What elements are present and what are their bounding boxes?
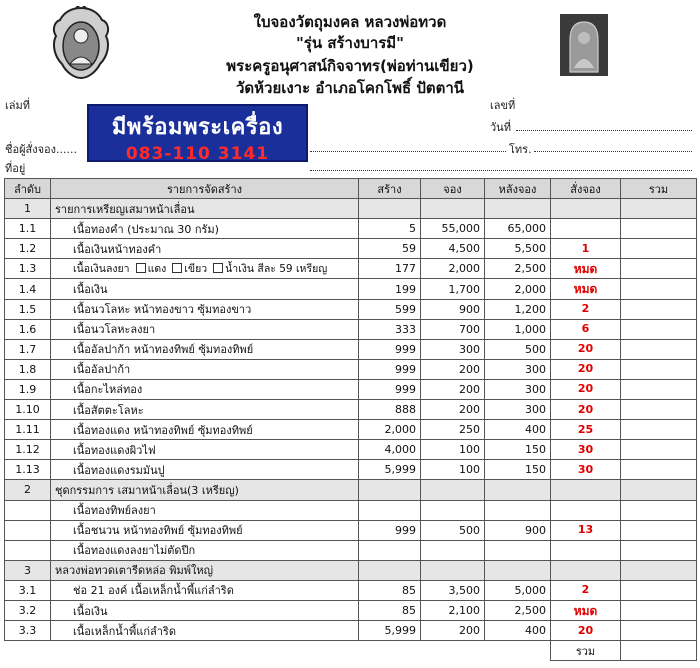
book-no-label: เล่มที่ — [5, 99, 31, 112]
row-made: 999 — [359, 520, 421, 540]
row-reserve: 3,500 — [421, 580, 485, 600]
row-order[interactable]: หมด — [551, 600, 621, 620]
row-total[interactable] — [621, 580, 697, 600]
row-item: เนื้ออัลปาก้า หน้าทองทิพย์ ซุ้มทองทิพย์ — [51, 339, 359, 359]
row-no: 1.11 — [5, 420, 51, 440]
row-made: 999 — [359, 339, 421, 359]
row-made: 2,000 — [359, 420, 421, 440]
row-made: 85 — [359, 600, 421, 620]
row-after: 300 — [485, 379, 551, 399]
section-title: หลวงพ่อทวดเตารีดหล่อ พิมพ์ใหญ่ — [51, 560, 359, 580]
row-after: 1,200 — [485, 299, 551, 319]
row-item: เนื้อเงิน — [51, 279, 359, 299]
row-reserve: 1,700 — [421, 279, 485, 299]
col-header-made: สร้าง — [359, 179, 421, 199]
col-header-reserve: จอง — [421, 179, 485, 199]
table-row — [5, 580, 697, 600]
row-made: 59 — [359, 239, 421, 259]
row-reserve: 200 — [421, 400, 485, 420]
table-row — [5, 440, 697, 460]
row-item: เนื้อเหล็กน้ำพี้แก่ลำริด — [51, 621, 359, 641]
row-order[interactable]: 30 — [551, 440, 621, 460]
row-reserve: 100 — [421, 440, 485, 460]
row-made: 999 — [359, 359, 421, 379]
table-row — [5, 621, 697, 641]
col-header-total: รวม — [621, 179, 697, 199]
row-total[interactable] — [621, 500, 697, 520]
row-order[interactable]: 20 — [551, 379, 621, 399]
row-after: 150 — [485, 460, 551, 480]
phone-field[interactable] — [534, 151, 692, 152]
table-row — [5, 259, 697, 279]
row-after: 2,500 — [485, 600, 551, 620]
row-after: 65,000 — [485, 219, 551, 239]
banner-text: มีพร้อมพระเครื่อง — [111, 115, 284, 140]
col-header-item: รายการจัดสร้าง — [51, 179, 359, 199]
table-row — [5, 319, 697, 339]
row-order[interactable] — [551, 540, 621, 560]
table-row — [5, 339, 697, 359]
table-row — [5, 239, 697, 259]
table-row — [5, 520, 697, 540]
color-option-blue: น้ำเงิน สีละ 59 เหรียญ — [225, 263, 328, 276]
row-order[interactable]: 2 — [551, 299, 621, 319]
order-table — [4, 178, 697, 661]
table-header-row — [5, 179, 697, 199]
row-total[interactable] — [621, 339, 697, 359]
row-item: เนื้อทองแดง หน้าทองทิพย์ ซุ้มทองทิพย์ — [51, 420, 359, 440]
row-reserve: 2,100 — [421, 600, 485, 620]
temple-logo-icon — [50, 6, 112, 80]
row-order[interactable] — [551, 500, 621, 520]
row-order[interactable]: หมด — [551, 259, 621, 279]
row-after: 400 — [485, 621, 551, 641]
row-item: เนื้อสัตตะโลหะ — [51, 400, 359, 420]
row-total[interactable] — [621, 420, 697, 440]
row-made: 4,000 — [359, 440, 421, 460]
row-no: 1.12 — [5, 440, 51, 460]
row-made: 199 — [359, 279, 421, 299]
row-after: 2,000 — [485, 279, 551, 299]
row-item: เนื้อชนวน หน้าทองทิพย์ ซุ้มทองทิพย์ — [51, 520, 359, 540]
row-total[interactable] — [621, 460, 697, 480]
col-header-no: ลำดับ — [5, 179, 51, 199]
row-after: 900 — [485, 520, 551, 540]
date-label: วันที่ — [490, 121, 511, 134]
banner-phone: 083-110 3141 — [125, 144, 270, 164]
section-row — [5, 199, 697, 219]
row-total[interactable] — [621, 359, 697, 379]
row-no: 1.10 — [5, 400, 51, 420]
row-reserve: 200 — [421, 621, 485, 641]
table-row — [5, 420, 697, 440]
row-item: เนื้อเงินหน้าทองคำ — [51, 239, 359, 259]
row-reserve: 55,000 — [421, 219, 485, 239]
grand-total-cell[interactable] — [621, 641, 697, 661]
row-item: เนื้อทองแดงผิวไฟ — [51, 440, 359, 460]
row-made: 333 — [359, 319, 421, 339]
row-order[interactable]: 6 — [551, 319, 621, 339]
row-reserve: 4,500 — [421, 239, 485, 259]
row-item: ช่อ 21 องค์ เนื้อเหล็กน้ำพี้แก่ลำริด — [51, 580, 359, 600]
row-order[interactable]: 30 — [551, 460, 621, 480]
row-item: เนื้อเงิน — [51, 600, 359, 620]
row-made: 5,999 — [359, 621, 421, 641]
row-after: 1,000 — [485, 319, 551, 339]
row-order[interactable]: 20 — [551, 621, 621, 641]
row-no: 1.4 — [5, 279, 51, 299]
title-line-1: ใบจองวัตถุมงคล หลวงพ่อทวด — [253, 13, 447, 31]
row-reserve: 500 — [421, 520, 485, 540]
table-row — [5, 460, 697, 480]
row-after: 500 — [485, 339, 551, 359]
table-row — [5, 279, 697, 299]
row-after: 2,500 — [485, 259, 551, 279]
section-no: 1 — [5, 199, 51, 219]
row-total[interactable] — [621, 279, 697, 299]
row-no: 1.1 — [5, 219, 51, 239]
row-after: 300 — [485, 400, 551, 420]
row-total[interactable] — [621, 319, 697, 339]
row-order[interactable]: 20 — [551, 339, 621, 359]
row-no: 1.2 — [5, 239, 51, 259]
row-item: เนื้อนวโลหะ หน้าทองขาว ซุ้มทองขาว — [51, 299, 359, 319]
row-item: เนื้อทองแดงลงยาไม่ตัดปีก — [51, 540, 359, 560]
title-line-4: วัดห้วยเงาะ อำเภอโคกโพธิ์ ปัตตานี — [235, 79, 465, 97]
table-row — [5, 400, 697, 420]
section-title: ชุดกรรมการ เสมาหน้าเลื่อน(3 เหรียญ) — [51, 480, 359, 500]
row-total[interactable] — [621, 379, 697, 399]
row-reserve: 300 — [421, 339, 485, 359]
date-field[interactable] — [516, 130, 692, 131]
row-item: เนื้อกะไหล่ทอง — [51, 379, 359, 399]
table-row — [5, 359, 697, 379]
row-no: 1.5 — [5, 299, 51, 319]
row-reserve: 900 — [421, 299, 485, 319]
row-total[interactable] — [621, 219, 697, 239]
row-reserve: 200 — [421, 359, 485, 379]
row-after: 300 — [485, 359, 551, 379]
row-total[interactable] — [621, 259, 697, 279]
table-row — [5, 219, 697, 239]
shop-banner — [87, 104, 308, 162]
orderer-name-label: ชื่อผู้สั่งจอง...... — [5, 143, 78, 156]
color-checkbox-red[interactable] — [136, 263, 146, 273]
title-line-2: "รุ่น สร้างบารมี" — [295, 34, 404, 52]
color-option-green: เขียว — [184, 263, 208, 276]
col-header-order: สั่งจอง — [551, 179, 621, 199]
row-order[interactable]: 1 — [551, 239, 621, 259]
row-no: 1.6 — [5, 319, 51, 339]
row-made: 5 — [359, 219, 421, 239]
row-reserve: 700 — [421, 319, 485, 339]
section-title: รายการเหรียญเสมาหน้าเลื่อน — [51, 199, 359, 219]
row-reserve: 250 — [421, 420, 485, 440]
row-no: 3.2 — [5, 600, 51, 620]
row-total[interactable] — [621, 440, 697, 460]
section-no: 2 — [5, 480, 51, 500]
row-total[interactable] — [621, 621, 697, 641]
total-row — [5, 641, 697, 661]
table-row — [5, 500, 697, 520]
section-row — [5, 560, 697, 580]
row-order[interactable] — [551, 219, 621, 239]
row-item-text: เนื้อเงินลงยา — [73, 263, 130, 276]
total-label: รวม — [551, 641, 621, 661]
row-item: เนื้อทองคำ (ประมาณ 30 กรัม) — [51, 219, 359, 239]
row-reserve: 100 — [421, 460, 485, 480]
orderer-name-field[interactable] — [310, 151, 506, 152]
row-after: 150 — [485, 440, 551, 460]
table-row — [5, 299, 697, 319]
color-option-red: แดง — [147, 263, 167, 276]
color-checkbox-blue[interactable] — [213, 263, 223, 273]
row-item: เนื้อทองแดงรมมันปู — [51, 460, 359, 480]
row-order[interactable]: 25 — [551, 420, 621, 440]
row-order[interactable]: หมด — [551, 279, 621, 299]
row-no: 1.7 — [5, 339, 51, 359]
row-no: 3.1 — [5, 580, 51, 600]
row-total[interactable] — [621, 600, 697, 620]
section-no: 3 — [5, 560, 51, 580]
table-row — [5, 379, 697, 399]
row-after: 5,000 — [485, 580, 551, 600]
amulet-photo-icon — [560, 14, 608, 76]
row-order[interactable]: 20 — [551, 359, 621, 379]
row-item — [51, 259, 359, 279]
row-total[interactable] — [621, 520, 697, 540]
address-label: ที่อยู่ — [5, 162, 26, 175]
row-after: 5,500 — [485, 239, 551, 259]
row-no: 1.3 — [5, 259, 51, 279]
row-total[interactable] — [621, 299, 697, 319]
form-header — [0, 0, 700, 178]
row-item: เนื้ออัลปาก้า — [51, 359, 359, 379]
row-after: 400 — [485, 420, 551, 440]
row-total[interactable] — [621, 400, 697, 420]
row-made: 177 — [359, 259, 421, 279]
row-made: 888 — [359, 400, 421, 420]
table-row — [5, 540, 697, 560]
row-total[interactable] — [621, 540, 697, 560]
row-no: 3.3 — [5, 621, 51, 641]
title-line-3: พระครูอนุศาสน์กิจจาทร(พ่อท่านเขียว) — [226, 57, 474, 75]
row-no: 1.13 — [5, 460, 51, 480]
color-checkbox-green[interactable] — [172, 263, 182, 273]
row-total[interactable] — [621, 239, 697, 259]
row-order[interactable]: 20 — [551, 400, 621, 420]
address-field[interactable] — [310, 170, 692, 171]
row-made: 85 — [359, 580, 421, 600]
row-made: 999 — [359, 379, 421, 399]
row-item: เนื้อทองทิพย์ลงยา — [51, 500, 359, 520]
row-order[interactable]: 2 — [551, 580, 621, 600]
row-item: เนื้อนวโลหะลงยา — [51, 319, 359, 339]
row-order[interactable]: 13 — [551, 520, 621, 540]
phone-label: โทร. — [509, 143, 532, 156]
row-made: 599 — [359, 299, 421, 319]
section-row — [5, 480, 697, 500]
row-made: 5,999 — [359, 460, 421, 480]
row-no: 1.9 — [5, 379, 51, 399]
row-reserve: 2,000 — [421, 259, 485, 279]
row-reserve: 200 — [421, 379, 485, 399]
row-no: 1.8 — [5, 359, 51, 379]
table-row — [5, 600, 697, 620]
doc-no-label: เลขที่ — [490, 99, 516, 112]
col-header-after: หลังจอง — [485, 179, 551, 199]
